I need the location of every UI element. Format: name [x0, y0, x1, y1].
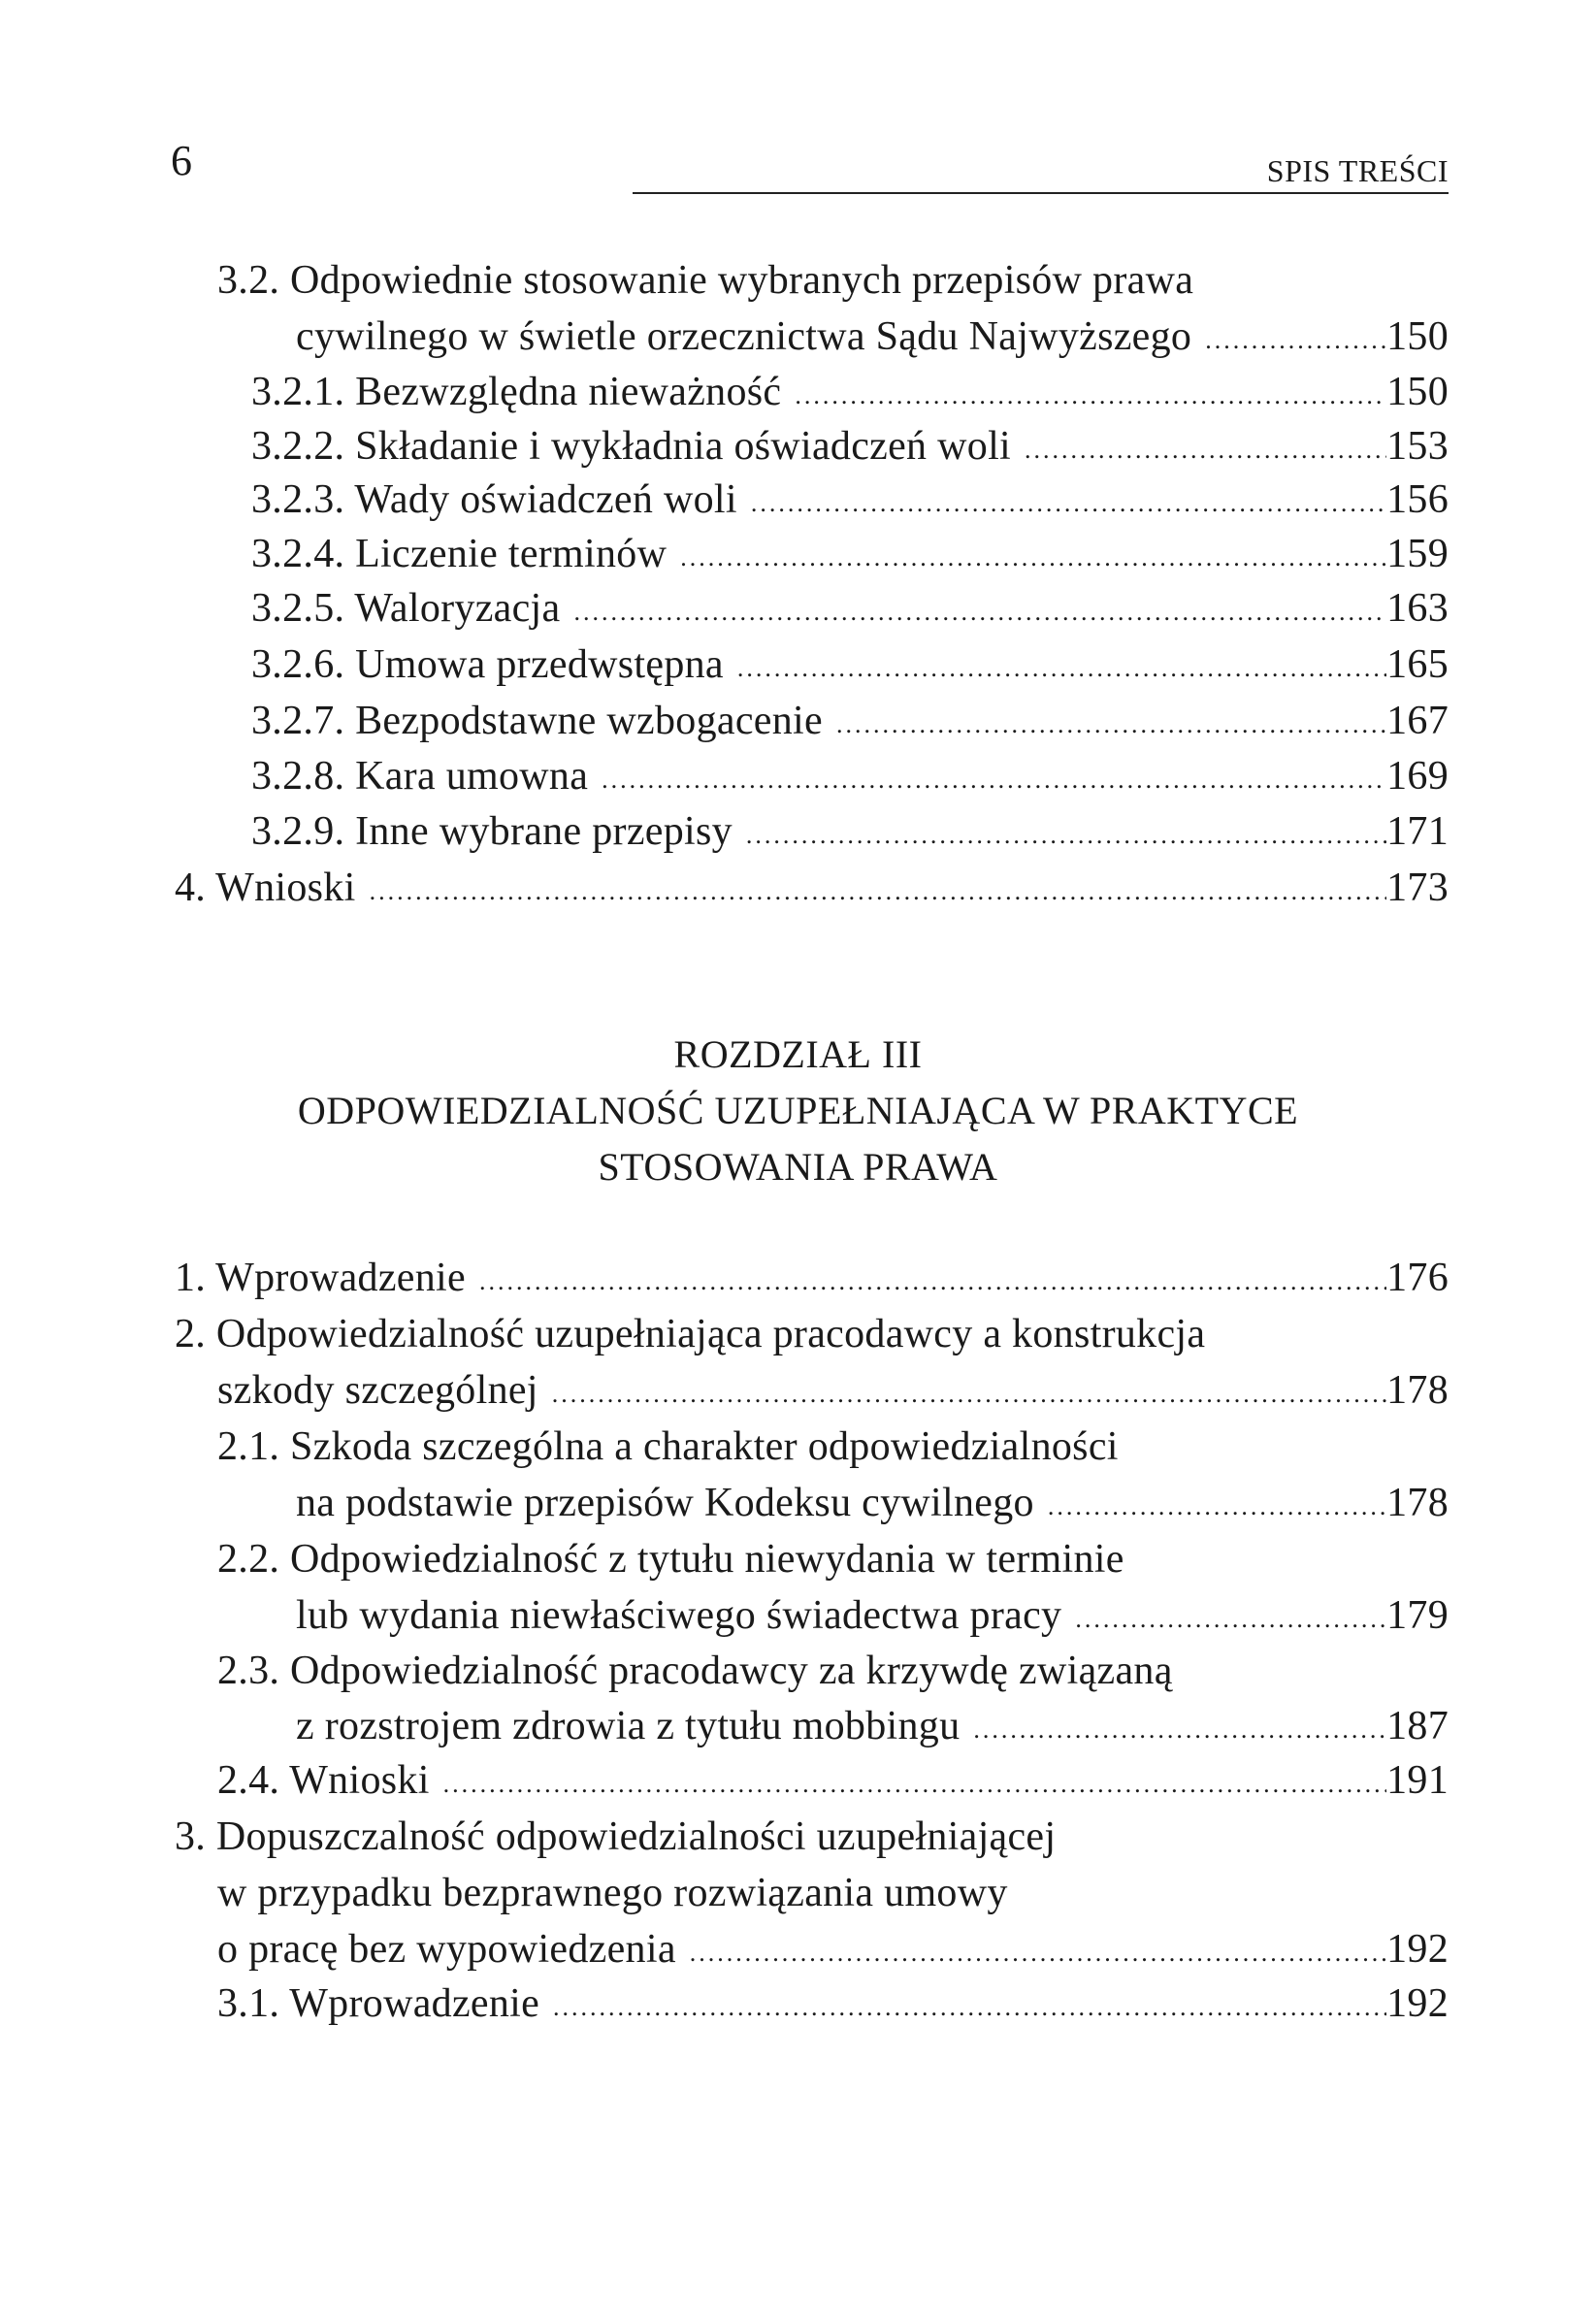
toc-entry-line — [217, 1420, 1449, 1474]
header-rule — [633, 192, 1449, 194]
dot-leader — [588, 749, 1386, 803]
toc-entry[interactable] — [296, 310, 1449, 364]
toc-entry-text: szkody szczególnej — [217, 1368, 538, 1413]
toc-page: 167 — [1386, 699, 1449, 743]
toc-entry-text: 2. Odpowiedzialność uzupełniająca pracodawcy a konstrukcja — [175, 1312, 1206, 1356]
toc-page: 178 — [1386, 1481, 1449, 1525]
toc-page: 192 — [1386, 1927, 1449, 1972]
page-number: 6 — [171, 137, 192, 184]
toc-page: 192 — [1386, 1981, 1449, 2026]
toc-entry[interactable] — [217, 1363, 1449, 1418]
toc-entry-text: na podstawie przepisów Kodeksu cywilnego — [296, 1481, 1034, 1525]
toc-entry-text: 4. Wnioski — [175, 866, 356, 910]
toc-entry[interactable] — [175, 1251, 1449, 1305]
toc-entry-line — [175, 1307, 1449, 1361]
chapter-label: ROZDZIAŁ III — [673, 1032, 923, 1076]
toc-page: 156 — [1386, 477, 1449, 522]
toc-entry[interactable] — [251, 419, 1449, 474]
toc-entry-text: 3.2.8. Kara umowna — [251, 754, 589, 799]
toc-entry-line — [217, 1532, 1449, 1586]
toc-entry-text: 3.1. Wprowadzenie — [217, 1981, 540, 2026]
toc-entry-text: 3.2.6. Umowa przedwstępna — [251, 642, 724, 687]
dot-leader — [1191, 310, 1386, 364]
toc-page: 153 — [1386, 424, 1449, 469]
toc-entry-line — [217, 1866, 1449, 1920]
toc-entry-line — [217, 1644, 1449, 1698]
toc-entry[interactable] — [251, 581, 1449, 636]
dot-leader — [356, 861, 1387, 915]
toc-entry-text: o pracę bez wypowiedzenia — [217, 1927, 676, 1972]
dot-leader — [724, 637, 1386, 692]
toc-entry[interactable] — [175, 861, 1449, 915]
dot-leader — [1011, 419, 1386, 474]
toc-entry-text: 3. Dopuszczalność odpowiedzialności uzupełniającej — [175, 1814, 1057, 1859]
toc-entry[interactable] — [217, 1753, 1449, 1808]
toc-entry-text: 2.2. Odpowiedzialność z tytułu niewydania w terminie — [217, 1537, 1124, 1582]
toc-page: 179 — [1386, 1593, 1449, 1638]
toc-entry-text: 2.4. Wnioski — [217, 1758, 430, 1803]
toc-entry[interactable] — [296, 1588, 1449, 1643]
toc-page: 173 — [1386, 866, 1449, 910]
toc-page: 169 — [1386, 754, 1449, 799]
chapter-title: ODPOWIEDZIALNOŚĆ UZUPEŁNIAJĄCA W PRAKTYCE — [297, 1089, 1299, 1132]
toc-page: 150 — [1386, 314, 1449, 359]
dot-leader — [781, 365, 1386, 419]
toc-entry[interactable] — [251, 527, 1449, 581]
toc-entry[interactable] — [217, 1976, 1449, 2031]
dot-leader — [733, 804, 1386, 859]
toc-entry-text: 3.2.9. Inne wybrane przepisy — [251, 809, 733, 854]
dot-leader — [676, 1922, 1386, 1976]
dot-leader — [430, 1753, 1386, 1808]
dot-leader — [667, 527, 1386, 581]
dot-leader — [560, 581, 1386, 636]
chapter-title: STOSOWANIA PRAWA — [598, 1145, 998, 1189]
toc-entry[interactable] — [296, 1699, 1449, 1753]
dot-leader — [737, 473, 1386, 527]
toc-page: 159 — [1386, 532, 1449, 576]
dot-leader — [538, 1363, 1386, 1418]
toc-entry-text: 3.2. Odpowiednie stosowanie wybranych przepisów prawa — [217, 258, 1194, 303]
dot-leader — [1061, 1588, 1386, 1643]
toc-entry-text: 3.2.4. Liczenie terminów — [251, 532, 668, 576]
toc-page: 178 — [1386, 1368, 1449, 1413]
toc-entry[interactable] — [251, 365, 1449, 419]
toc-entry-text: 3.2.3. Wady oświadczeń woli — [251, 477, 737, 522]
toc-entry-text: 3.2.2. Składanie i wykładnia oświadczeń woli — [251, 424, 1012, 469]
toc-entry[interactable] — [251, 694, 1449, 748]
dot-leader — [466, 1251, 1386, 1305]
toc-entry-text: w przypadku bezprawnego rozwiązania umowy — [217, 1871, 1008, 1915]
dot-leader — [960, 1699, 1386, 1753]
toc-entry[interactable] — [251, 637, 1449, 692]
toc-entry-text: cywilnego w świetle orzecznictwa Sądu Najwyższego — [296, 314, 1192, 359]
toc-entry-text: 3.2.7. Bezpodstawne wzbogacenie — [251, 699, 823, 743]
toc-entry-text: 3.2.1. Bezwzględna nieważność — [251, 370, 782, 414]
toc-entry[interactable] — [251, 749, 1449, 803]
dot-leader — [539, 1976, 1386, 2031]
toc-page: 187 — [1386, 1704, 1449, 1748]
toc-page: 150 — [1386, 370, 1449, 414]
toc-page: 176 — [1386, 1256, 1449, 1300]
toc-entry[interactable] — [251, 473, 1449, 527]
toc-page: 165 — [1386, 642, 1449, 687]
toc-entry[interactable] — [251, 804, 1449, 859]
toc-page: 171 — [1386, 809, 1449, 854]
running-header: SPIS TREŚCI — [1266, 153, 1449, 188]
toc-entry-text: 1. Wprowadzenie — [175, 1256, 466, 1300]
toc-entry[interactable] — [217, 1922, 1449, 1976]
toc-entry-line — [175, 1810, 1449, 1864]
toc-entry[interactable] — [296, 1476, 1449, 1530]
toc-entry-text: 3.2.5. Waloryzacja — [251, 586, 561, 631]
toc-entry-text: z rozstrojem zdrowia z tytułu mobbingu — [296, 1704, 961, 1748]
toc-page: 191 — [1386, 1758, 1449, 1803]
toc-entry-line — [217, 253, 1449, 308]
dot-leader — [823, 694, 1386, 748]
toc-entry-text: lub wydania niewłaściwego świadectwa pracy — [296, 1593, 1062, 1638]
toc-entry-text: 2.3. Odpowiedzialność pracodawcy za krzywdę związaną — [217, 1649, 1173, 1693]
toc-entry-text: 2.1. Szkoda szczególna a charakter odpowiedzialności — [217, 1424, 1119, 1469]
dot-leader — [1034, 1476, 1386, 1530]
toc-page: 163 — [1386, 586, 1449, 631]
